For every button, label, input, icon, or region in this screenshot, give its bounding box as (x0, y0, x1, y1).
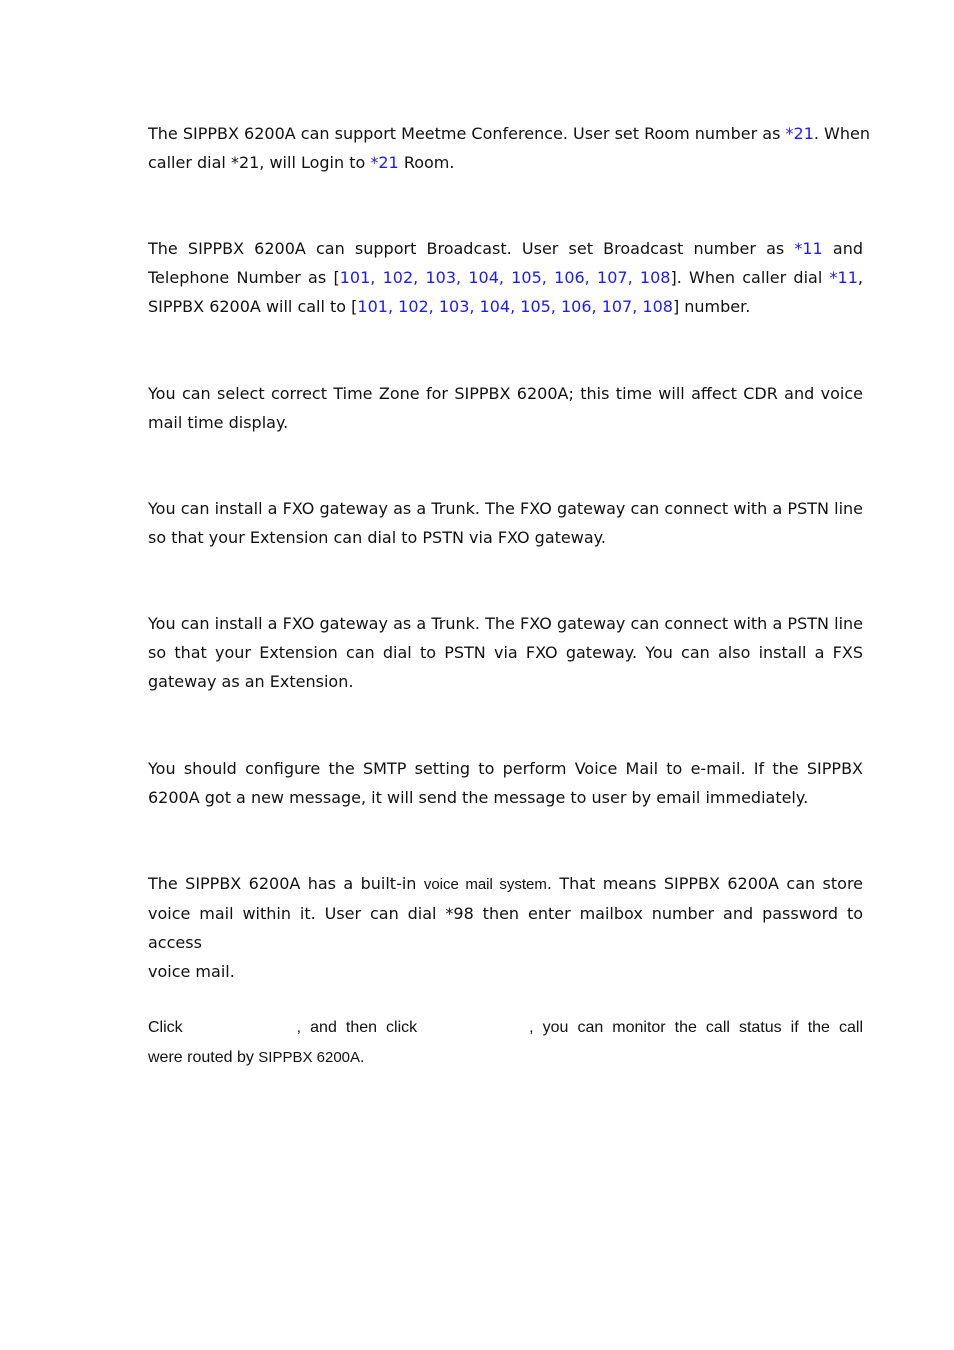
smtp-line-1: You should configure the SMTP setting to perform Voice Mail to e-mail. If the SIPPBX (148, 759, 863, 778)
broadcast-paragraph (148, 234, 863, 321)
monitor-paragraph (148, 1013, 863, 1072)
timezone-line-1: You can select correct Time Zone for SIPPBX 6200A; this time will affect CDR and voice (148, 384, 863, 403)
monitor-line-2: were routed by SIPPBX 6200A. (148, 1049, 365, 1066)
broadcast-line-2: Telephone Number as [101, 102, 103, 104, 105, 106, 107, 108]. When caller dial *11, (148, 268, 863, 287)
voicemail-line-2: voice mail within it. User can dial *98 then enter mailbox number and password to access (148, 904, 863, 952)
voicemail-line-3: voice mail. (148, 962, 235, 981)
broadcast-number-value: *11 (794, 239, 823, 258)
meetme-paragraph (148, 119, 870, 177)
telephone-numbers-value: 101, 102, 103, 104, 105, 106, 107, 108 (339, 268, 671, 287)
timezone-line-2: mail time display. (148, 413, 289, 432)
trunk-line-1: You can install a FXO gateway as a Trunk. The FXO gateway can connect with a PSTN line (148, 499, 863, 518)
meetme-line-2: caller dial *21, will Login to *21 Room. (148, 153, 455, 172)
voicemail-paragraph (148, 869, 863, 986)
monitor-line-1: Click , and then click , you can monitor the call status if the call (148, 1019, 863, 1036)
trunk-line-2: so that your Extension can dial to PSTN via FXO gateway. (148, 528, 606, 547)
smtp-paragraph (148, 754, 863, 812)
trunk-extension-line-1: You can install a FXO gateway as a Trunk. The FXO gateway can connect with a PSTN line (148, 614, 863, 633)
voice-mail-system-term: voice mail system (423, 876, 547, 893)
trunk-extension-line-2: so that your Extension can dial to PSTN via FXO gateway. You can also install a FXS (148, 643, 863, 662)
room-number-value: *21 (370, 153, 399, 172)
trunk-paragraph (148, 494, 863, 552)
device-name: SIPPBX 6200A (258, 1049, 361, 1066)
trunk-extension-line-3: gateway as an Extension. (148, 672, 354, 691)
room-number-value: *21 (785, 124, 814, 143)
broadcast-number-value: *11 (829, 268, 858, 287)
trunk-extension-paragraph (148, 609, 863, 696)
smtp-line-2: 6200A got a new message, it will send the message to user by email immediately. (148, 788, 809, 807)
telephone-numbers-value: 101, 102, 103, 104, 105, 106, 107, 108 (357, 297, 673, 316)
meetme-line-1: The SIPPBX 6200A can support Meetme Conference. User set Room number as *21. When (148, 124, 870, 143)
voicemail-line-1: The SIPPBX 6200A has a built-in voice mail system. That means SIPPBX 6200A can store (148, 874, 864, 893)
broadcast-line-1: The SIPPBX 6200A can support Broadcast. User set Broadcast number as *11 and (148, 239, 863, 258)
broadcast-line-3: SIPPBX 6200A will call to [101, 102, 103, 104, 105, 106, 107, 108] number. (148, 297, 751, 316)
timezone-paragraph (148, 379, 863, 437)
